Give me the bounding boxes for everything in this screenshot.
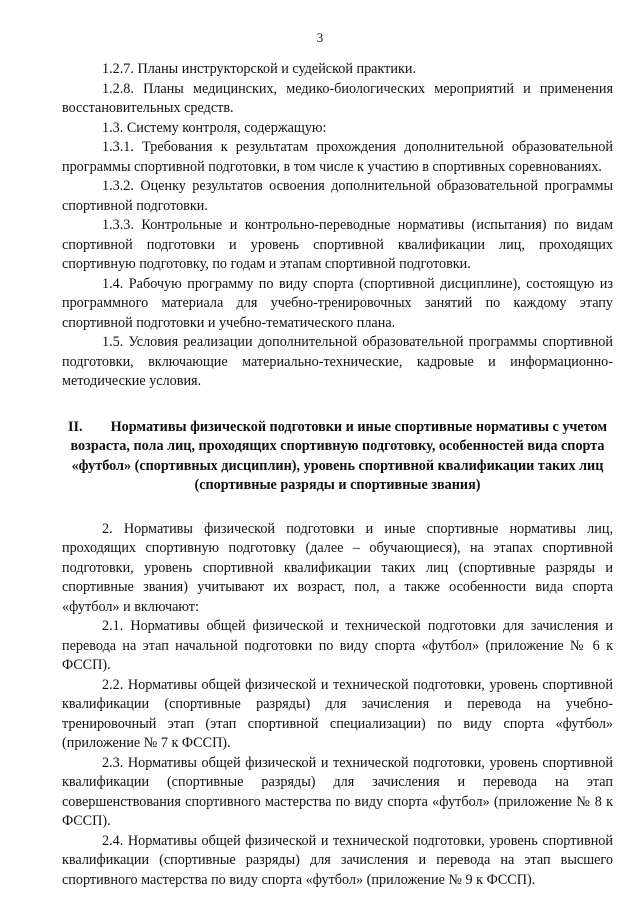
paragraph-1-2-8: 1.2.8. Планы медицинских, медико-биологических мероприятий и применения восстановительных средств.	[62, 80, 613, 116]
paragraph-1-4: 1.4. Рабочую программу по виду спорта (спортивной дисциплине), состоящую из программного материала для учебно-тренировочных занятий по каждому этапу спортивной подготовки и учебно-тематического плана.	[62, 275, 613, 331]
paragraph-2-2: 2.2. Нормативы общей физической и технической подготовки, уровень спортивной квалификации (спортивные разряды) для зачисления и перевода на учебно-тренировочный этап (этап спортивной специализации) по виду спорта «футбол» (приложение № 7 к ФССП).	[62, 676, 613, 751]
page-number: 3	[316, 30, 324, 45]
paragraph-2-4: 2.4. Нормативы общей физической и технической подготовки, уровень спортивной квалификации (спортивные разряды) для зачисления и перевода на этап высшего спортивного мастерства по виду спорта «футбол» (приложение № 9 к ФССП).	[62, 832, 613, 888]
paragraph-2-3: 2.3. Нормативы общей физической и технической подготовки, уровень спортивной квалификации (спортивные разряды) для зачисления и перевода на этап совершенствования спортивного мастерства по виду спорта «футбол» (приложение № 8 к ФССП).	[62, 754, 613, 829]
paragraph-1-3: 1.3. Систему контроля, содержащую:	[102, 119, 327, 136]
paragraph-1-3-3: 1.3.3. Контрольные и контрольно-переводные нормативы (испытания) по видам спортивной подготовки и уровень спортивной квалификации лиц, проходящих спортивную подготовку, по годам и этапам спортивной подготовки.	[62, 217, 613, 272]
document-body	[62, 60, 613, 890]
paragraph-2: 2. Нормативы физической подготовки и иные спортивные нормативы лиц, проходящих спортивную подготовку (далее – обучающиеся), на этапах спортивной подготовки, уровень спортивной квалификации таких лиц (спортивные разряды и спортивные звания) учитывают их возраст, пол, а также особенности вида спорта «футбол» и включают:	[62, 520, 613, 615]
paragraph-1-2-7: 1.2.7. Планы инструкторской и судейской практики.	[102, 61, 416, 77]
section-title: Нормативы физической подготовки и иные спортивные нормативы с учетом возраста, пола лиц, проходящих спортивную подготовку, особенностей вида спорта «футбол» (спортивных дисциплин), уровень спортивной квалификации таких лиц (спортивные разряды и спортивные звания)	[70, 418, 607, 493]
section-heading	[62, 418, 613, 496]
paragraph-1-3-1: 1.3.1. Требования к результатам прохождения дополнительной образовательной программы спортивной подготовки, в том числе к участию в спортивных соревнованиях.	[62, 139, 613, 175]
paragraph-1-3-2: 1.3.2. Оценку результатов освоения дополнительной образовательной программы спортивной подготовки.	[62, 178, 613, 214]
section-number: II.	[67, 418, 83, 435]
paragraph-2-1: 2.1. Нормативы общей физической и технической подготовки для зачисления и перевода на этап начальной подготовки по виду спорта «футбол» (приложение № 6 к ФССП).	[62, 618, 613, 673]
paragraph-1-5: 1.5. Условия реализации дополнительной образовательной программы спортивной подготовки, включающие материально-технические, кадровые и информационно-методические условия.	[62, 334, 613, 389]
